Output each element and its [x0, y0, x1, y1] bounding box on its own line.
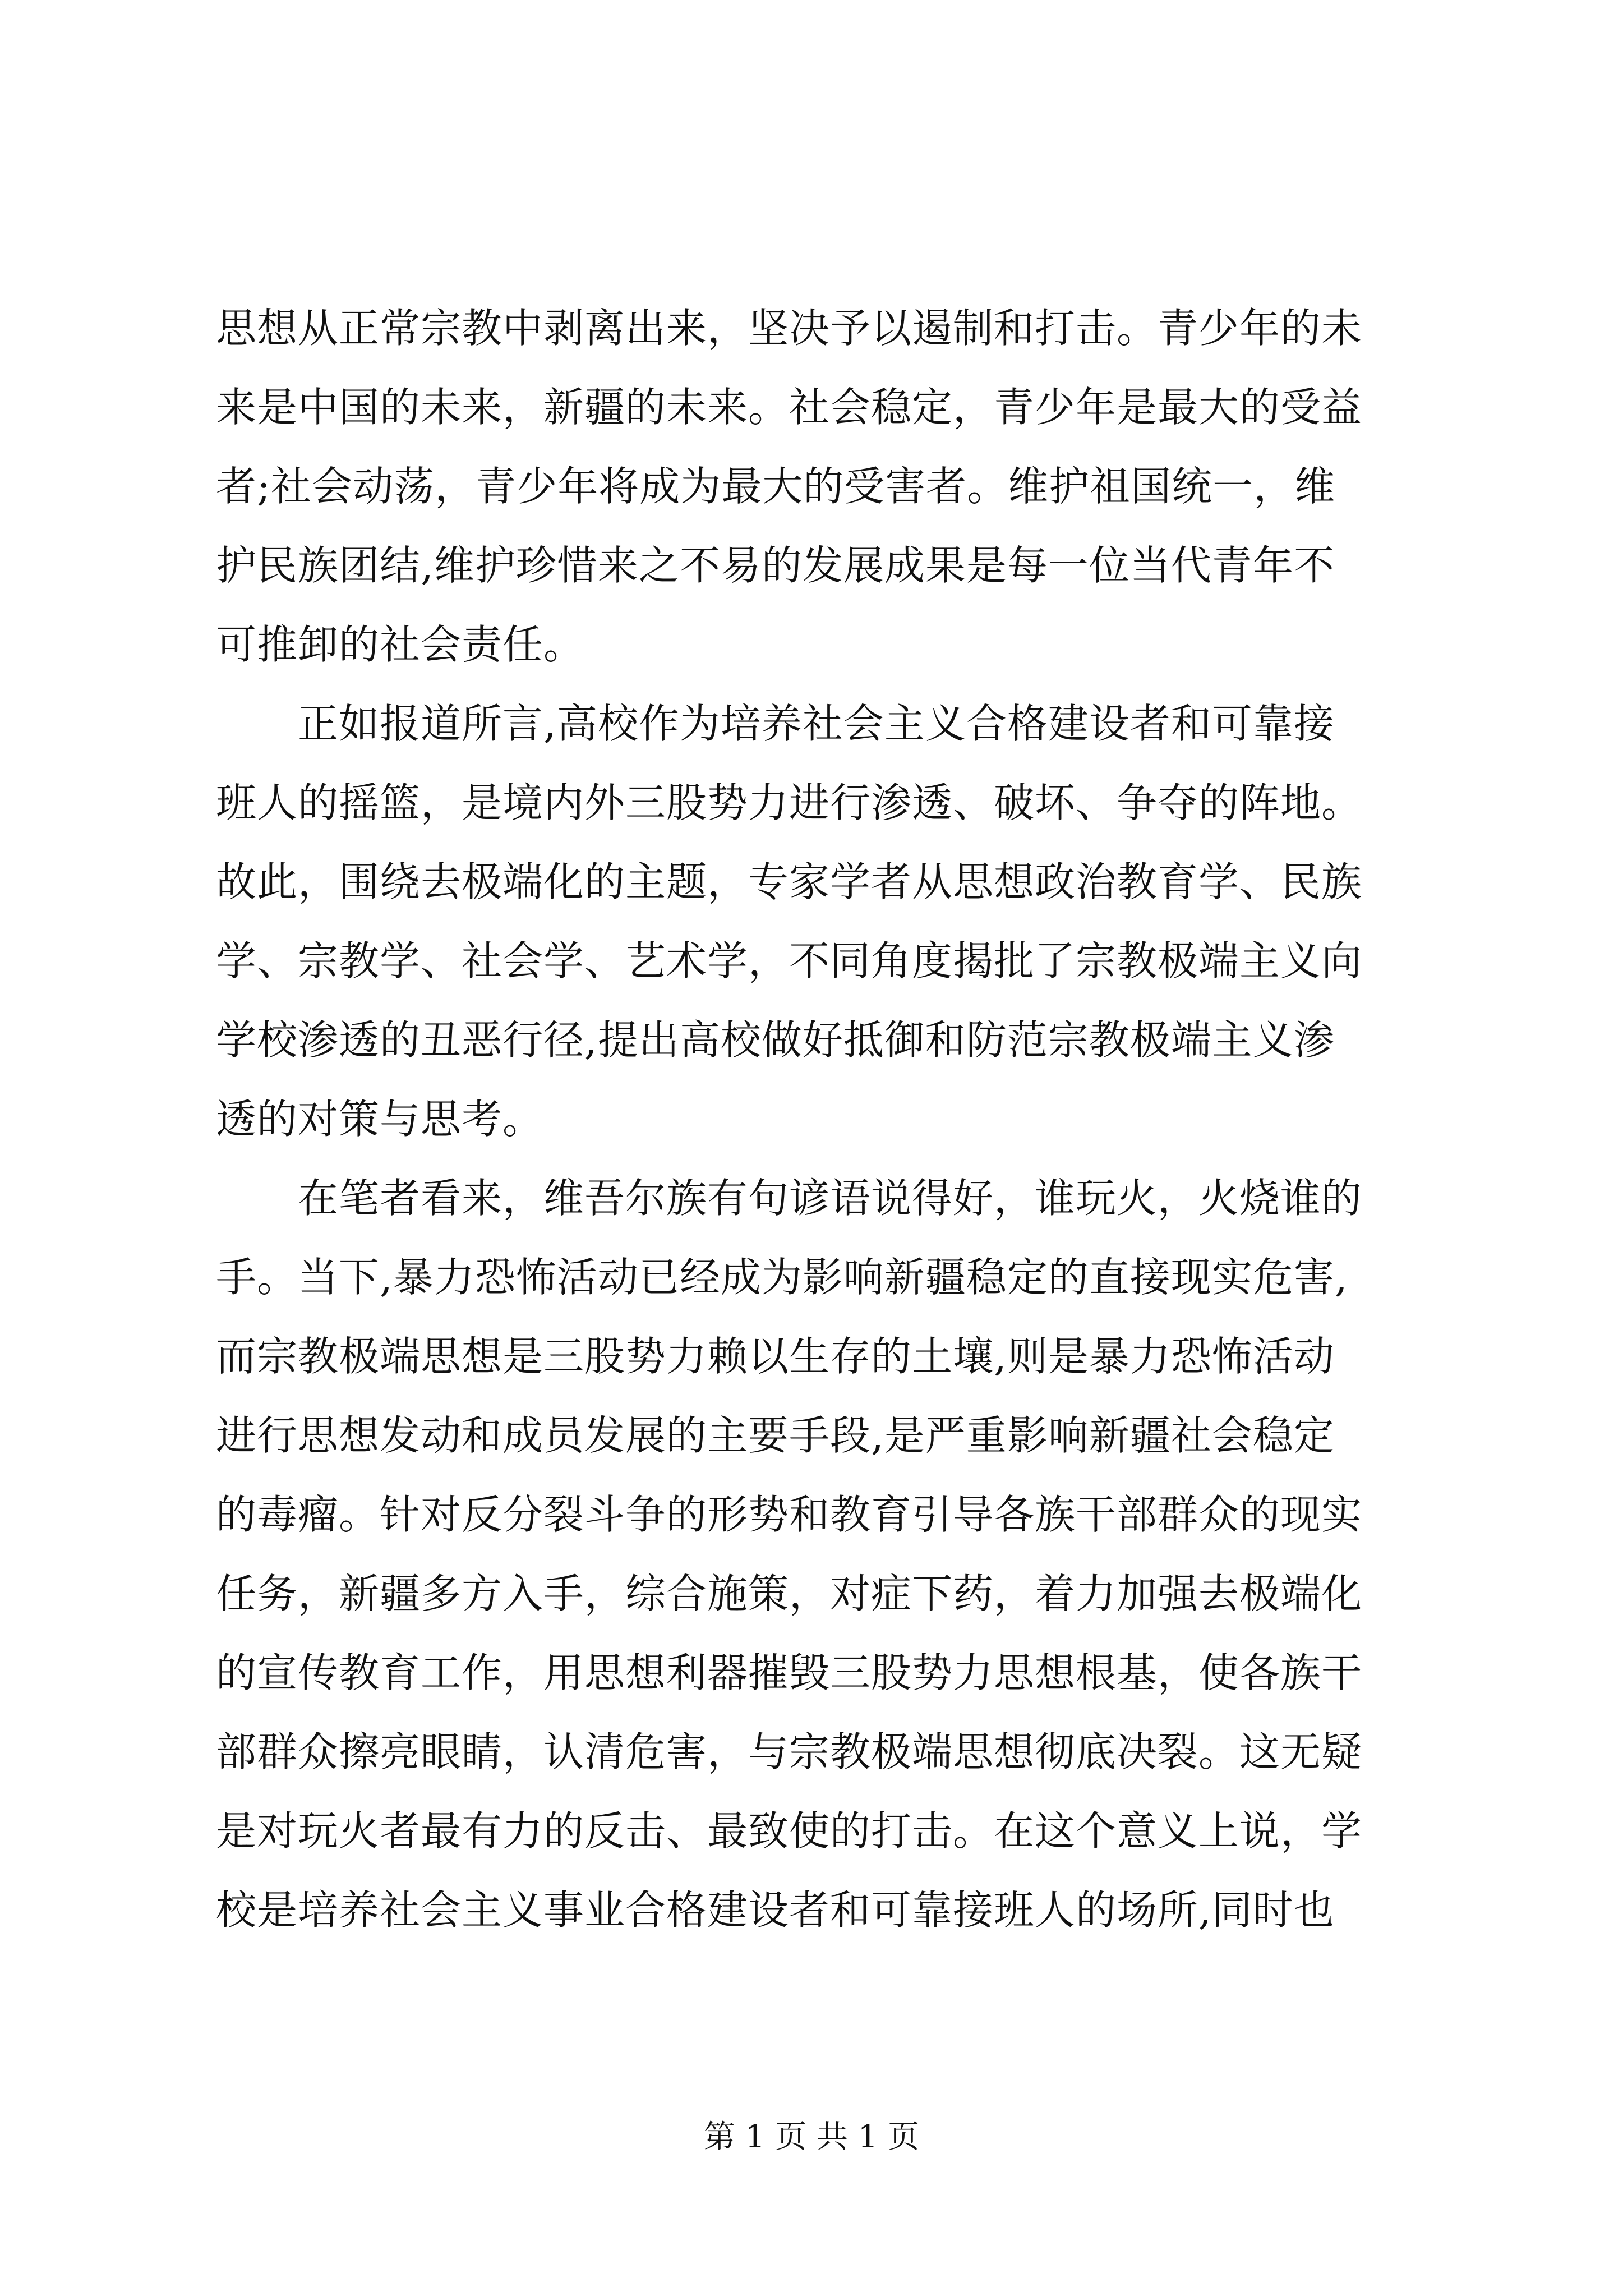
text-line: 是对玩火者最有力的反击、最致使的打击。在这个意义上说，学 [216, 1807, 1363, 1855]
page-number-footer: 第 1 页 共 1 页 [703, 2119, 920, 2155]
text-line: 的宣传教育工作，用思想利器摧毁三股势力思想根基，使各族干 [216, 1649, 1363, 1696]
text-line: 部群众擦亮眼睛，认清危害，与宗教极端思想彻底决裂。这无疑 [216, 1728, 1363, 1775]
body-text [216, 289, 1410, 1950]
text-line: 故此，围绕去极端化的主题，专家学者从思想政治教育学、民族 [216, 858, 1363, 905]
paragraph-start-line: 在笔者看来，维吾尔族有句谚语说得好，谁玩火，火烧谁的 [298, 1175, 1363, 1222]
text-line: 任务，新疆多方入手，综合施策，对症下药，着力加强去极端化 [216, 1570, 1363, 1617]
text-line: 思想从正常宗教中剥离出来，坚决予以遏制和打击。青少年的未 [216, 305, 1363, 352]
text-line: 进行思想发动和成员发展的主要手段,是严重影响新疆社会稳定 [216, 1412, 1335, 1459]
text-line: 而宗教极端思想是三股势力赖以生存的土壤,则是暴力恐怖活动 [216, 1333, 1335, 1380]
text-line: 手。当下,暴力恐怖活动已经成为影响新疆稳定的直接现实危害, [216, 1254, 1348, 1301]
paragraph-start-line: 正如报道所言,高校作为培养社会主义合格建设者和可靠接 [298, 700, 1335, 747]
text-line: 透的对策与思考。 [216, 1096, 544, 1143]
text-line: 的毒瘤。针对反分裂斗争的形势和教育引导各族干部群众的现实 [216, 1491, 1363, 1538]
text-line: 来是中国的未来，新疆的未来。社会稳定，青少年是最大的受益 [216, 384, 1363, 431]
text-line: 护民族团结,维护珍惜来之不易的发展成果是每一位当代青年不 [216, 542, 1335, 589]
text-line: 可推卸的社会责任。 [216, 621, 585, 668]
text-line: 学、宗教学、社会学、艺术学，不同角度揭批了宗教极端主义向 [216, 937, 1363, 984]
text-line: 者;社会动荡，青少年将成为最大的受害者。维护祖国统一，维 [216, 463, 1336, 510]
text-line: 班人的摇篮，是境内外三股势力进行渗透、破坏、争夺的阵地。 [216, 779, 1363, 826]
text-line: 校是培养社会主义事业合格建设者和可靠接班人的场所,同时也 [216, 1887, 1335, 1934]
text-line: 学校渗透的丑恶行径,提出高校做好抵御和防范宗教极端主义渗 [216, 1016, 1335, 1064]
